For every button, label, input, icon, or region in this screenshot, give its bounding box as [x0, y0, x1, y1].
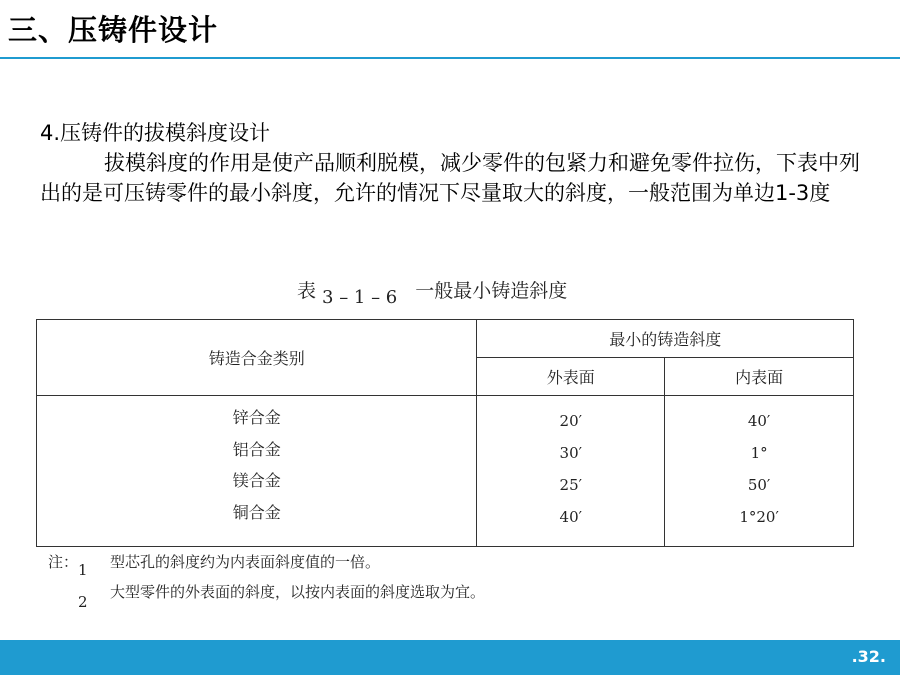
table-cell-alloy: 锌合金 [232, 408, 281, 427]
note-index: 2 [78, 593, 88, 611]
table-cell-alloy: 镁合金 [232, 471, 281, 490]
alloy-column [37, 396, 477, 547]
table-cell-inner: 1° [750, 444, 768, 462]
table-cell-inner: 40′ [747, 412, 771, 430]
table-cell-outer: 25′ [559, 476, 583, 494]
page-number: .32. [851, 647, 886, 666]
title-divider [0, 57, 900, 59]
body-paragraph: 拔模斜度的作用是使产品顺利脱模，减少零件的包紧力和避免零件拉伤，下表中列出的是可压铸零件的最小斜度，允许的情况下尽量取大的斜度，一般范围为单边1-3度 [40, 151, 860, 205]
caption-title: 一般最小铸造斜度 [415, 280, 568, 302]
slide-title: 三、压铸件设计 [8, 13, 219, 47]
outer-column [477, 396, 665, 547]
header-min-draft: 最小的铸造斜度 [477, 320, 854, 358]
table-cell-outer: 20′ [559, 412, 583, 430]
note-text: 大型零件的外表面的斜度，以按内表面的斜度选取为宜。 [110, 583, 486, 601]
table-caption [297, 276, 568, 308]
header-outer-surface: 外表面 [477, 358, 665, 396]
caption-number: 3 – 1 – 6 [322, 287, 398, 308]
body-text [40, 118, 870, 208]
table-cell-inner: 50′ [747, 476, 771, 494]
draft-angle-table [36, 319, 854, 547]
caption-prefix: 表 [297, 280, 317, 302]
table-cell-inner: 1°20′ [739, 508, 779, 526]
section-heading: 4.压铸件的拔模斜度设计 [40, 121, 271, 145]
footer-bar [0, 640, 900, 675]
table-cell-outer: 30′ [559, 444, 583, 462]
table-cell-outer: 40′ [559, 508, 583, 526]
header-inner-surface: 内表面 [665, 358, 854, 396]
table-cell-alloy: 铜合金 [232, 502, 281, 522]
note-index: 1 [78, 561, 88, 579]
note-text: 型芯孔的斜度约为内表面斜度值的一倍。 [110, 553, 381, 571]
header-alloy-category: 铸造合金类别 [37, 320, 477, 396]
notes-label: 注： [48, 553, 79, 571]
inner-column [665, 396, 854, 547]
table-cell-alloy: 铝合金 [232, 439, 281, 459]
